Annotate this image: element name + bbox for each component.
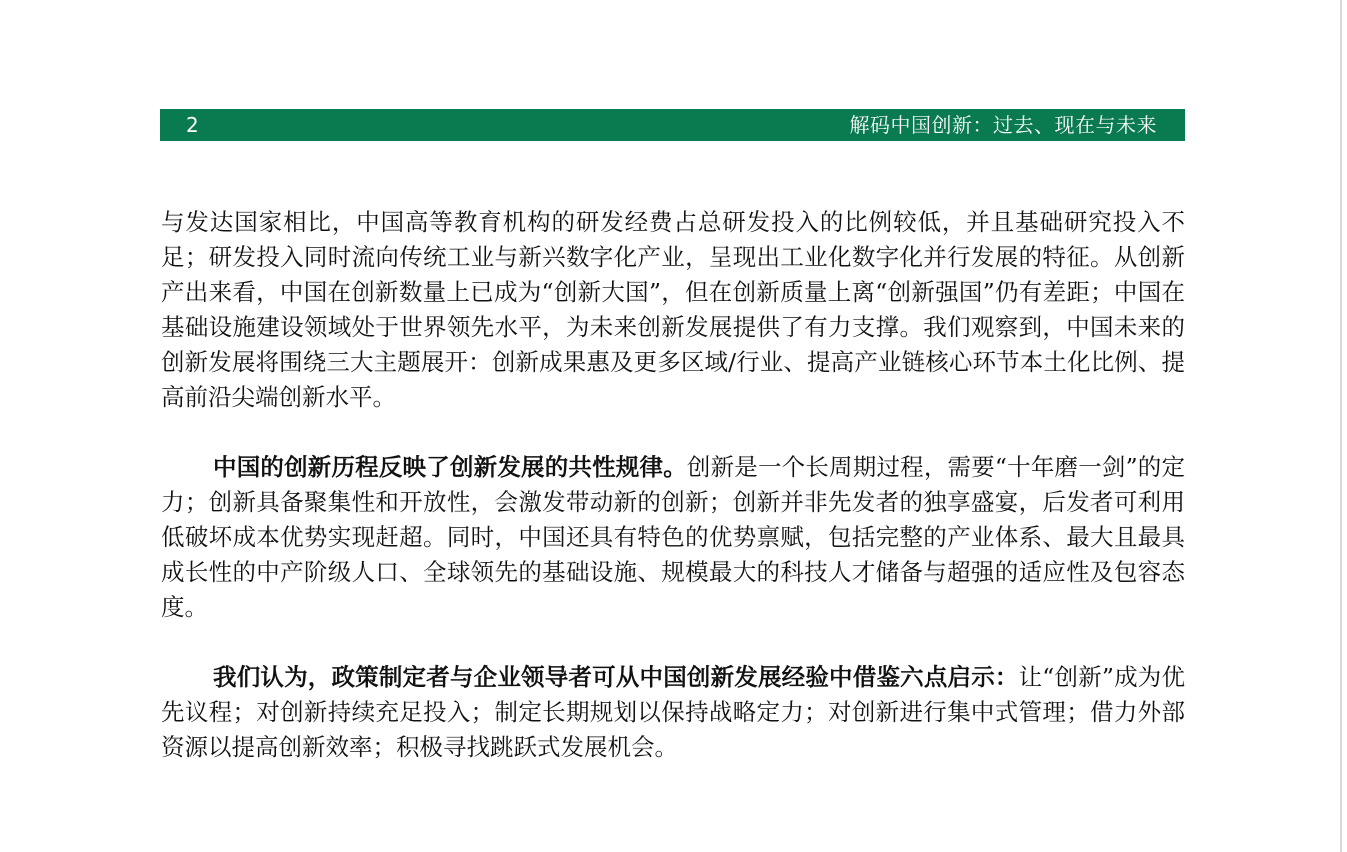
page-edge-divider [1340, 0, 1342, 852]
paragraph-3-lead: 我们认为，政策制定者与企业领导者可从中国创新发展经验中借鉴六点启示： [213, 663, 1019, 691]
running-header-bar [160, 109, 1185, 141]
paragraph-2-lead: 中国的创新历程反映了创新发展的共性规律。 [213, 453, 687, 481]
page-number: 2 [186, 113, 199, 137]
paragraph-1-text: 与发达国家相比，中国高等教育机构的研发经费占总研发投入的比例较低，并且基础研究投入不足；研发投入同时流向传统工业与新兴数字化产业，呈现出工业化数字化并行发展的特征。从创新产出来看，中国在创新数量上已成为“创新大国”，但在创新质量上离“创新强国”仍有差距；中国在基础设施建设领域处于世界领先水平，为未来创新发展提供了有力支撑。我们观察到，中国未来的创新发展将围绕三大主题展开：创新成果惠及更多区域/行业、提高产业链核心环节本土化比例、提高前沿尖端创新水平。 [161, 208, 1185, 411]
paragraph-1 [161, 205, 1185, 415]
paragraph-2 [161, 450, 1185, 625]
running-title: 解码中国创新：过去、现在与未来 [849, 113, 1157, 137]
paragraph-2-text: 创新是一个长周期过程，需要“十年磨一剑”的定力；创新具备聚集性和开放性，会激发带动新的创新；创新并非先发者的独享盛宴，后发者可利用低破坏成本优势实现赶超。同时，中国还具有特色的优势禀赋，包括完整的产业体系、最大且最具成长性的中产阶级人口、全球领先的基础设施、规模最大的科技人才储备与超强的适应性及包容态度。 [161, 453, 1185, 621]
paragraph-3 [161, 660, 1185, 765]
paragraph-3-text: 让“创新”成为优先议程；对创新持续充足投入；制定长期规划以保持战略定力；对创新进行集中式管理；借力外部资源以提高创新效率；积极寻找跳跃式发展机会。 [161, 663, 1185, 761]
document-body [161, 205, 1185, 800]
